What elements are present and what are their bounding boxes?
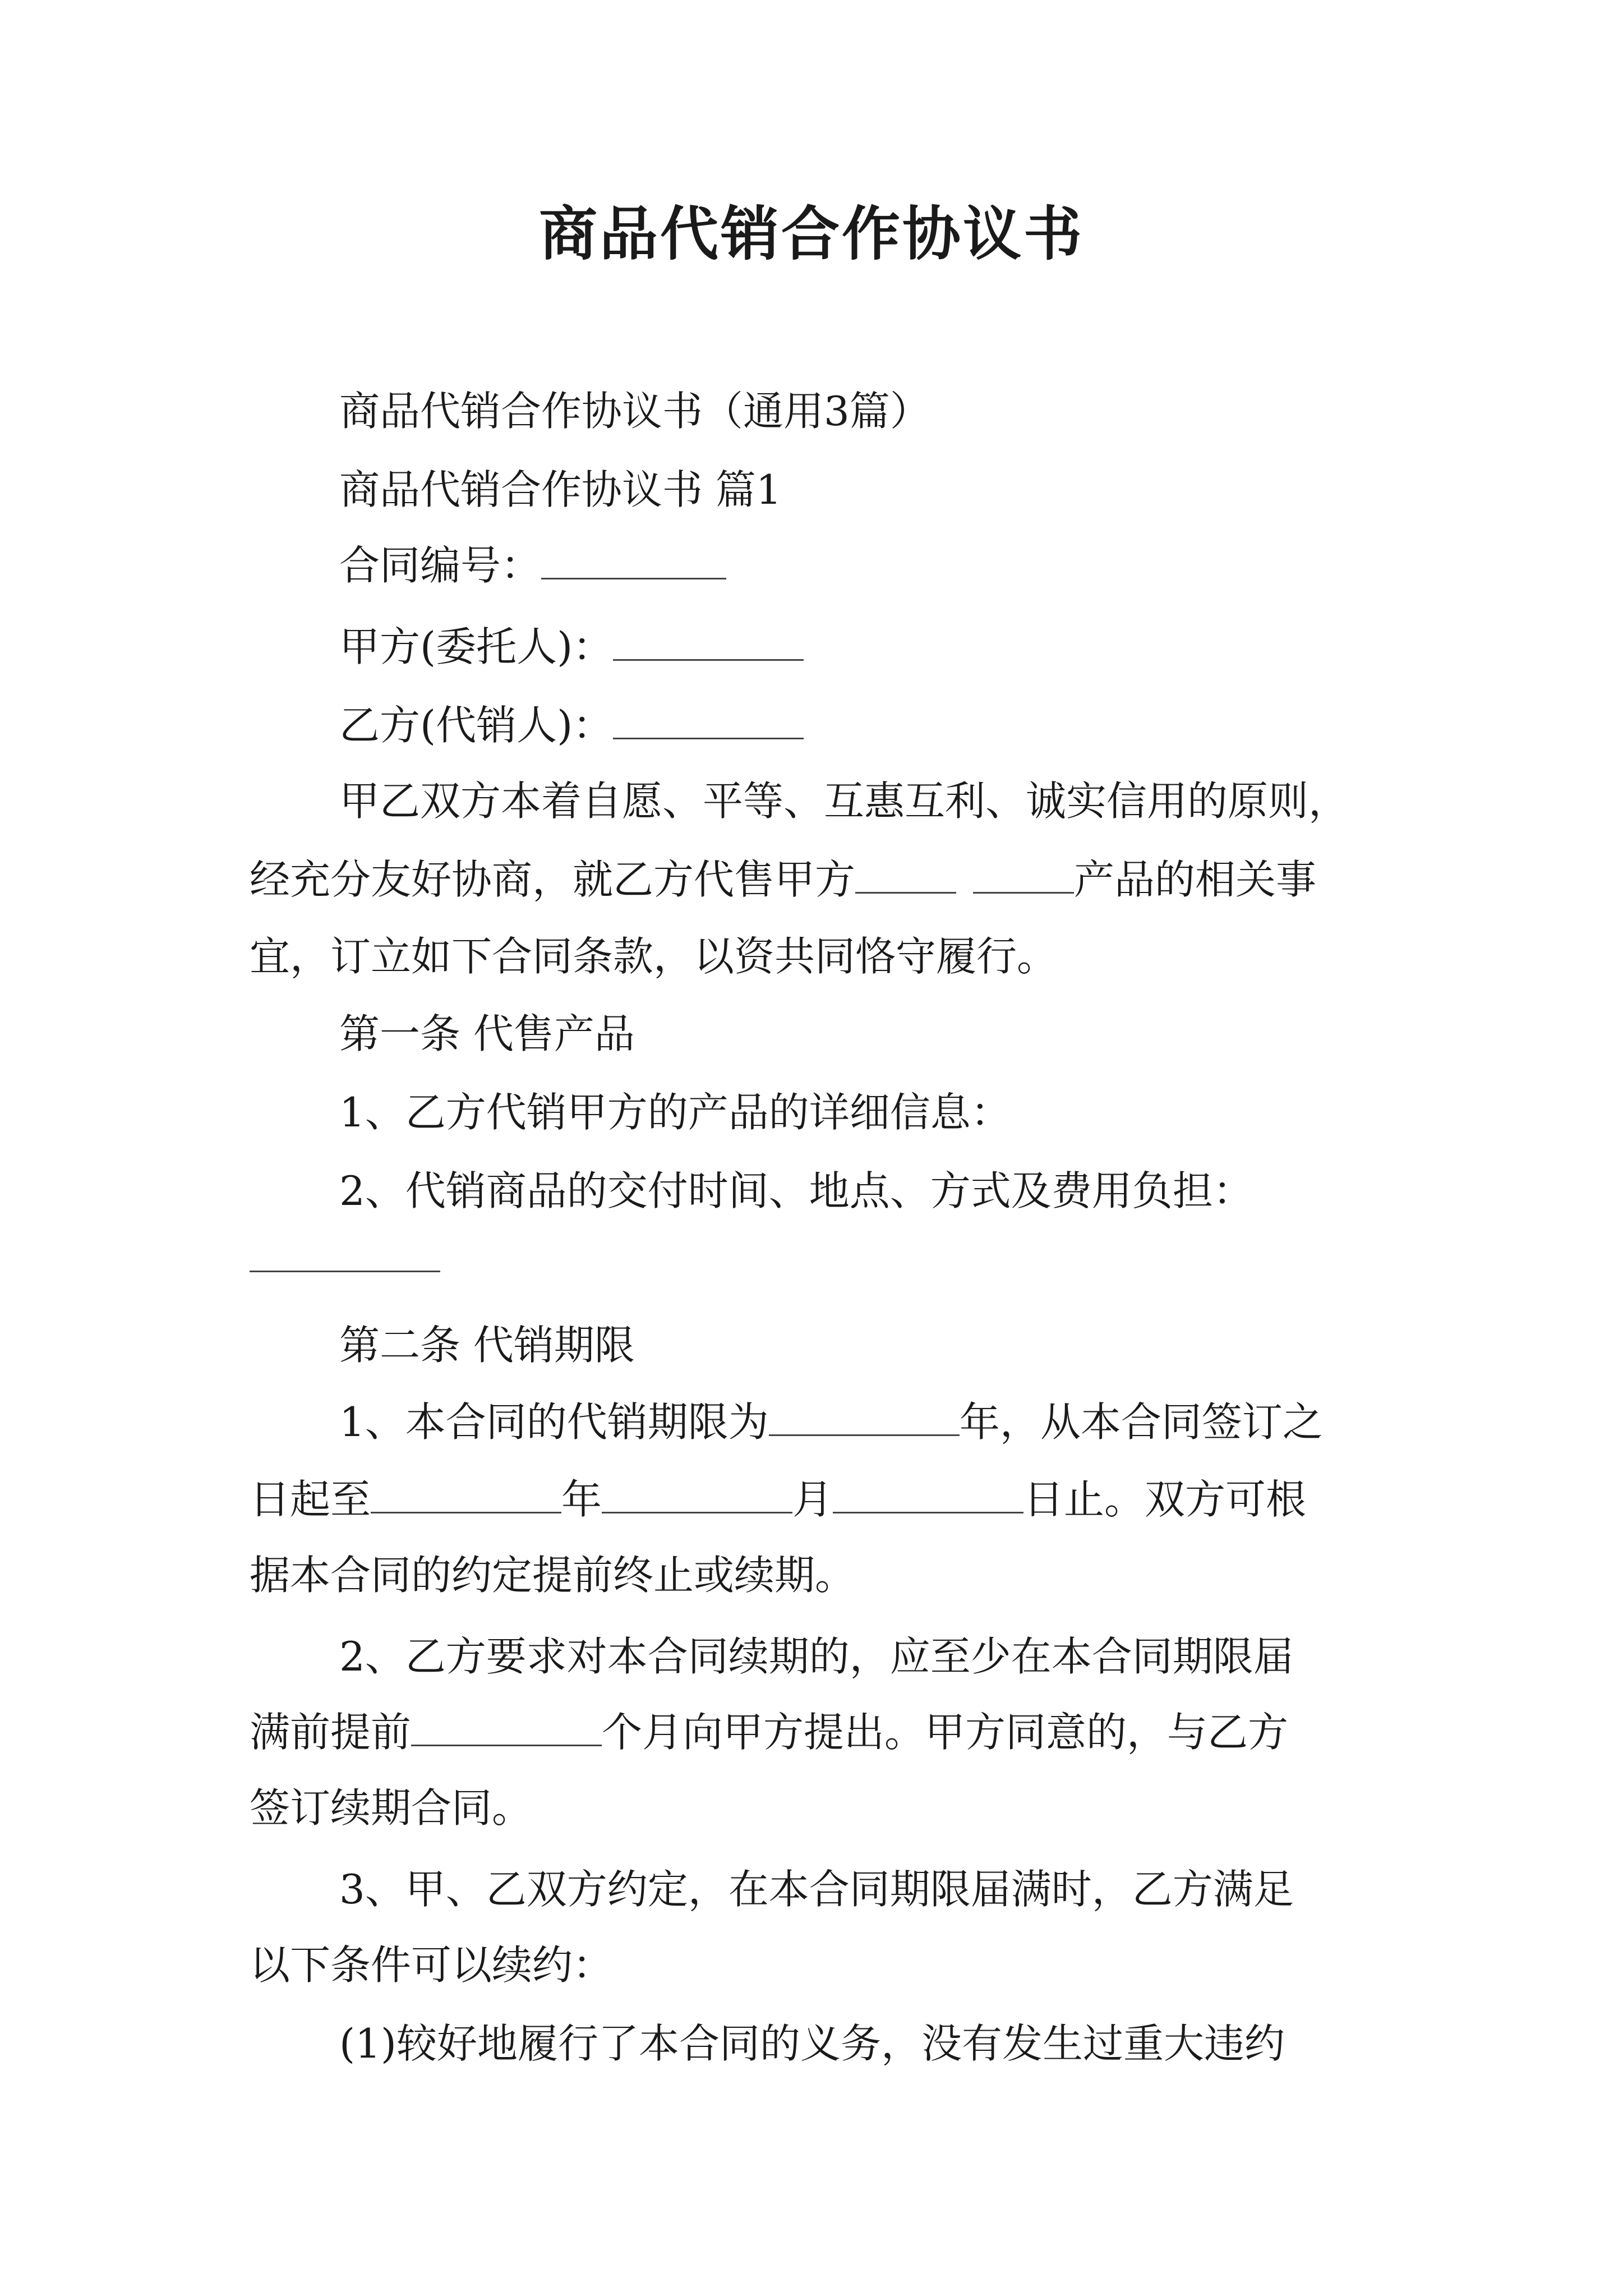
term-text-e: 月 <box>792 1476 833 1523</box>
article-2-item-3-line-2: 以下条件可以续约： <box>250 1941 614 1989</box>
document-title: 商品代销合作协议书 <box>538 199 1084 268</box>
end-month-blank <box>602 1478 792 1513</box>
party-a-line <box>339 623 804 671</box>
article-2-item-2-line-3: 签订续期合同。 <box>250 1784 533 1832</box>
product-blank-1 <box>855 858 956 894</box>
article-1-item-2: 2、代销商品的交付时间、地点、方式及费用负担： <box>339 1167 1253 1214</box>
term-text-c: 日起至 <box>250 1476 371 1523</box>
intro-line-1: 甲乙双方本着自愿、平等、互惠互利、诚实信用的原则， <box>339 777 1349 825</box>
party-b-blank <box>613 703 804 739</box>
product-blank-2 <box>973 858 1074 894</box>
document-subtitle: 商品代销合作协议书（通用3篇） <box>339 388 930 435</box>
intro-line-3: 宜，订立如下合同条款，以资共同恪守履行。 <box>250 933 1058 980</box>
contract-number-blank <box>541 544 726 579</box>
article-2-item-2-line-1: 2、乙方要求对本合同续期的，应至少在本合同期限届 <box>339 1633 1294 1680</box>
end-day-blank <box>833 1478 1023 1513</box>
term-text-b: 年，从本合同签订之 <box>959 1398 1323 1446</box>
term-years-blank <box>769 1400 960 1436</box>
article-2-heading: 第二条 代销期限 <box>339 1322 635 1369</box>
article-2-item-2-line-2 <box>250 1708 1288 1756</box>
end-year-blank <box>371 1478 561 1513</box>
renewal-text-c: 个月向甲方提出。甲方同意的，与乙方 <box>602 1709 1289 1756</box>
article-2-item-3-line-1: 3、甲、乙双方约定，在本合同期限届满时，乙方满足 <box>339 1866 1294 1913</box>
article-2-item-1-line-3: 据本合同的约定提前终止或续期。 <box>250 1552 856 1599</box>
article-2-item-1-line-2 <box>250 1475 1306 1524</box>
intro-line-2 <box>250 855 1316 904</box>
contract-number-label: 合同编号： <box>339 542 542 589</box>
term-text-f: 日止。双方可根 <box>1023 1476 1307 1523</box>
party-b-line <box>339 701 804 749</box>
intro-line-2-start: 经充分友好协商，就乙方代售甲方 <box>250 856 856 903</box>
term-text-d: 年 <box>561 1476 602 1523</box>
party-a-blank <box>613 625 804 661</box>
article-1-item-1: 1、乙方代销甲方的产品的详细信息： <box>339 1089 1011 1136</box>
renewal-months-blank <box>411 1710 602 1746</box>
contract-number-line <box>339 541 726 590</box>
intro-line-2-end: 产品的相关事 <box>1074 856 1317 903</box>
term-text-a: 1、本合同的代销期限为 <box>339 1398 769 1446</box>
party-b-label: 乙方(代销人)： <box>339 702 614 749</box>
chapter-heading: 商品代销合作协议书 篇1 <box>339 466 782 513</box>
party-a-label: 甲方(委托人)： <box>339 623 614 670</box>
delivery-terms-blank <box>250 1271 440 1272</box>
article-2-item-1-line-1 <box>339 1398 1323 1446</box>
article-1-heading: 第一条 代售产品 <box>339 1010 635 1057</box>
condition-1: (1)较好地履行了本合同的义务，没有发生过重大违约 <box>339 2020 1285 2067</box>
renewal-text-b: 满前提前 <box>250 1709 412 1756</box>
